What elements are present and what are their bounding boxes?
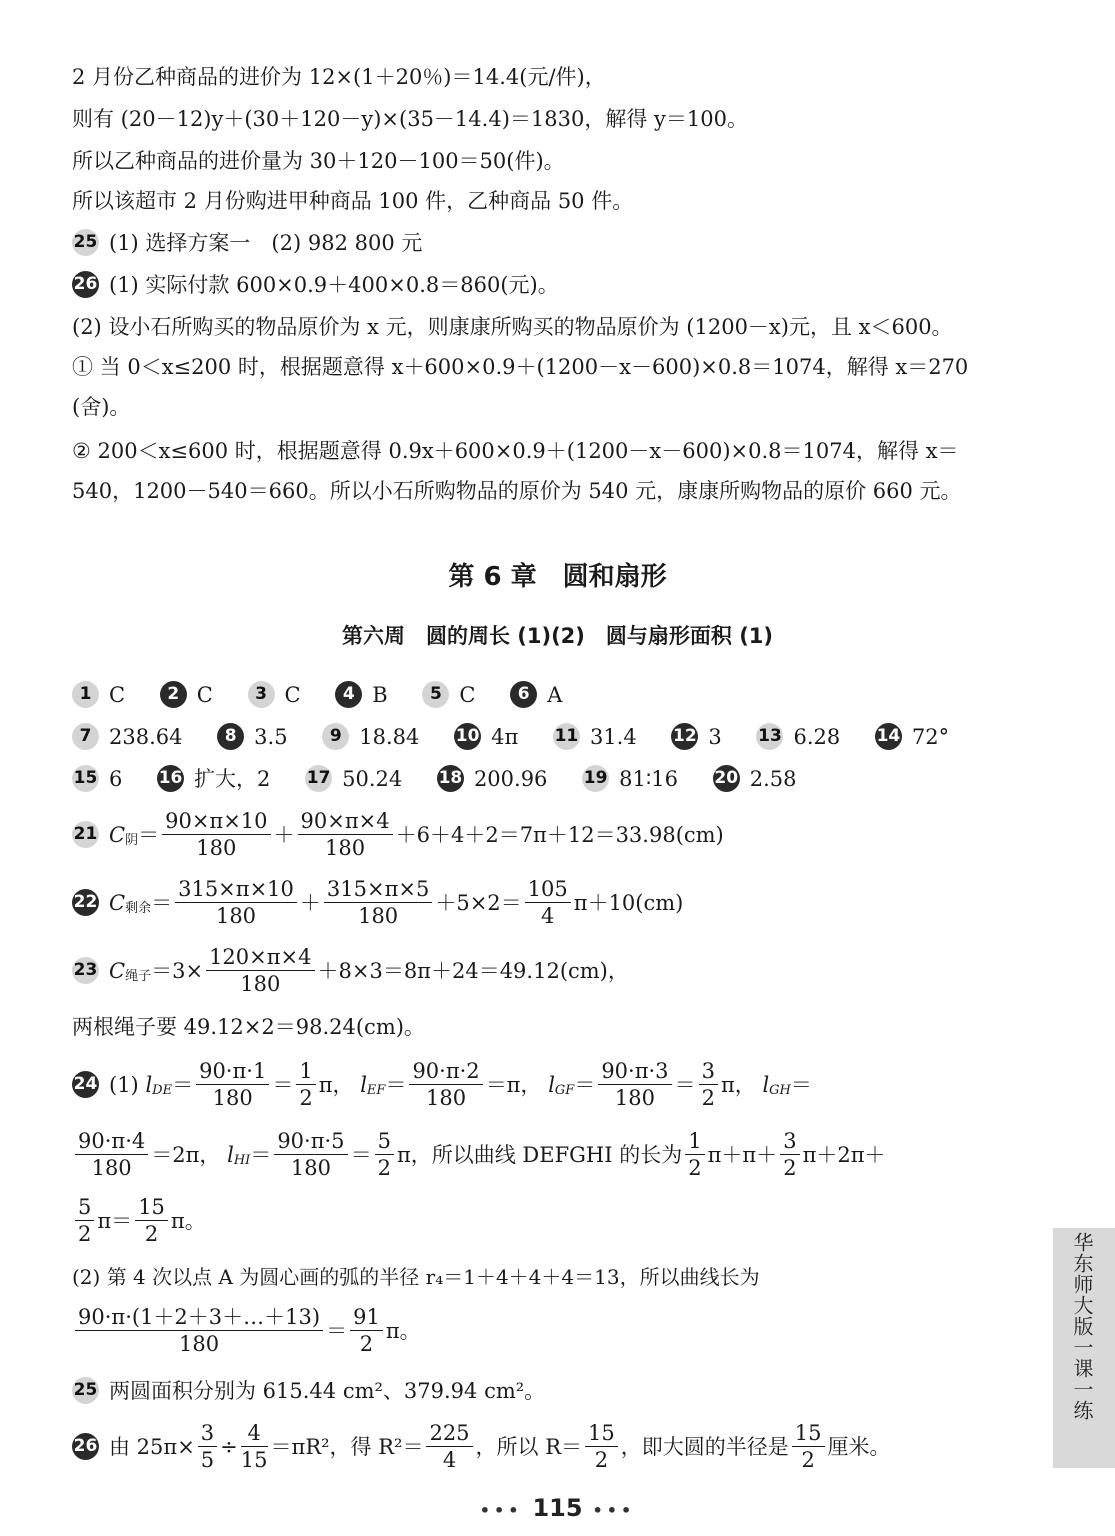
answer-value: 72°	[911, 724, 950, 749]
text-line: 则有 (20－12)y＋(30＋120－y)×(35－14.4)＝1830，解得 y＝100。	[72, 107, 748, 131]
denominator: 2	[594, 1448, 609, 1472]
numerator: 90·π·3	[598, 1058, 671, 1085]
arc-name: DE	[152, 1083, 173, 1098]
expression-tail: 厘米。	[827, 1434, 891, 1459]
question-number-badge: 3	[248, 681, 275, 708]
answer-item	[454, 723, 546, 747]
fraction	[274, 1128, 347, 1181]
answers-row-1	[72, 678, 590, 710]
fraction	[375, 1128, 394, 1181]
question-number-badge: 12	[671, 723, 698, 750]
numerator: 90·π·4	[75, 1128, 148, 1155]
arc-length-symbol: l	[227, 1142, 234, 1167]
numerator: 1	[296, 1058, 315, 1085]
fraction	[175, 876, 297, 929]
question-number-badge: 18	[437, 765, 464, 792]
numerator: 1	[685, 1128, 704, 1155]
denominator: 2	[688, 1156, 702, 1180]
fraction	[350, 1304, 383, 1357]
answer-value: 31.4	[589, 724, 637, 749]
expression-mid: π＝	[97, 1208, 133, 1233]
variable: C	[109, 958, 126, 983]
answer-item	[160, 681, 241, 705]
answer-item	[335, 681, 415, 705]
answer-value: 18.84	[359, 724, 420, 749]
fraction	[206, 944, 314, 997]
answer-item	[582, 765, 706, 789]
question-number-badge: 20	[713, 765, 740, 792]
question-number-badge: 25	[72, 229, 99, 256]
operator: ＋	[299, 890, 321, 915]
question-24-line-5	[72, 1304, 421, 1357]
question-number-badge: 16	[157, 765, 184, 792]
fraction	[525, 876, 571, 929]
decorative-dots: •••	[479, 1501, 523, 1520]
numerator: 5	[75, 1194, 94, 1221]
answers-row-2	[72, 720, 977, 752]
question-number-badge: 17	[305, 765, 332, 792]
answer-value: 81∶16	[619, 766, 679, 791]
answer-value: B	[372, 682, 388, 707]
answer-text: 两圆面积分别为 615.44 cm²、379.94 cm²。	[109, 1378, 546, 1403]
text-line: 2 月份乙种商品的进价为 12×(1＋20％)＝14.4(元/件)，	[72, 65, 606, 89]
text-line: ① 当 0＜x≤200 时，根据题意得 x＋600×0.9＋(1200－x－600)×0.8＝1074，解得 x＝270	[72, 355, 969, 379]
denominator: 2	[299, 1086, 313, 1110]
denominator: 180	[614, 1086, 655, 1110]
subscript: 阴	[125, 833, 139, 848]
numerator: 4	[241, 1420, 268, 1447]
answer-text: (1) 选择方案一 (2) 982 800 元	[109, 230, 423, 255]
answer-value: C	[109, 682, 126, 707]
subscript: 绳子	[125, 969, 152, 984]
page-footer	[0, 1494, 1115, 1522]
variable: C	[109, 822, 126, 847]
expression-tail: ＋6＋4＋2＝7π＋12＝33.98(cm)	[395, 822, 724, 847]
question-25b-line	[72, 1374, 545, 1406]
answer-item	[72, 681, 153, 705]
question-number-badge: 1	[72, 681, 99, 708]
answer-item	[713, 765, 825, 789]
expression-tail: π＋10(cm)	[573, 890, 684, 915]
text-line: 所以乙种商品的进价量为 30＋120－100＝50(件)。	[72, 149, 565, 173]
denominator: 2	[377, 1156, 391, 1180]
fraction	[196, 1058, 269, 1111]
subscript: 剩余	[125, 901, 152, 916]
question-number-badge: 11	[553, 723, 580, 750]
question-25-line	[72, 226, 422, 258]
expression-mid: ＝πR²，得 R²＝	[270, 1434, 424, 1459]
page-number: 115	[532, 1494, 583, 1522]
arc-name: GH	[769, 1083, 791, 1098]
question-number-badge: 13	[756, 723, 783, 750]
denominator: 2	[144, 1222, 159, 1246]
answer-item	[72, 723, 210, 747]
question-number-badge: 26	[72, 271, 99, 298]
numerator: 15	[135, 1194, 168, 1221]
equals: ＝	[172, 1072, 194, 1097]
question-number-badge: 25	[72, 1377, 99, 1404]
question-number-badge: 22	[72, 889, 99, 916]
expression-mid: π＋π＋	[707, 1142, 778, 1167]
answer-item	[422, 681, 503, 705]
answer-value: C	[459, 682, 476, 707]
denominator: 180	[212, 1086, 253, 1110]
question-number-badge: 5	[422, 681, 449, 708]
question-number-badge: 10	[454, 723, 481, 750]
numerator: 90×π×10	[162, 808, 270, 835]
answer-item	[437, 765, 575, 789]
question-number-badge: 9	[322, 723, 349, 750]
arc-name: HI	[233, 1153, 251, 1168]
numerator: 90·π·1	[196, 1058, 269, 1085]
answer-item	[217, 723, 315, 747]
text-line: 所以该超市 2 月份购进甲种商品 100 件，乙种商品 50 件。	[72, 189, 634, 213]
numerator: 90×π×4	[298, 808, 393, 835]
pi-symbol: π，	[318, 1072, 354, 1097]
question-26b-line	[72, 1420, 891, 1473]
denominator: 180	[91, 1156, 132, 1180]
question-24-line-1	[72, 1058, 812, 1111]
variable: C	[109, 890, 126, 915]
week-title: 第六周 圆的周长 (1)(2) 圆与扇形面积 (1)	[341, 624, 774, 648]
denominator: 2	[783, 1156, 797, 1180]
numerator: 15	[792, 1420, 825, 1447]
fraction	[135, 1194, 168, 1247]
pi-symbol: π，	[720, 1072, 756, 1097]
fraction	[409, 1058, 482, 1111]
denominator: 5	[200, 1448, 215, 1472]
result: ＝π，	[485, 1072, 542, 1097]
denominator: 180	[196, 836, 237, 860]
fraction	[699, 1058, 718, 1111]
question-24-line-2	[72, 1128, 886, 1181]
denominator: 2	[801, 1448, 815, 1472]
arc-name: EF	[366, 1083, 386, 1098]
answer-item	[322, 723, 447, 747]
numerator: 3	[780, 1128, 799, 1155]
denominator: 180	[358, 904, 399, 928]
expression-mid: ，所以 R＝	[475, 1434, 583, 1459]
fraction	[685, 1128, 704, 1181]
arc-length-symbol: l	[360, 1072, 367, 1097]
denominator: 180	[325, 836, 366, 860]
equals: ＝	[385, 1072, 407, 1097]
arc-length-symbol: l	[548, 1072, 555, 1097]
question-number-badge: 23	[72, 957, 99, 984]
fraction	[296, 1058, 315, 1111]
expression-mid: ＋5×2＝	[435, 890, 522, 915]
numerator: 90·π·(1＋2＋3＋…＋13)	[75, 1304, 323, 1331]
denominator: 2	[701, 1086, 715, 1110]
question-26-line	[72, 268, 559, 300]
denominator: 180	[215, 904, 257, 928]
question-number-badge: 24	[72, 1071, 99, 1098]
question-number-badge: 14	[875, 723, 902, 750]
answer-item	[157, 765, 298, 789]
operator: ÷	[220, 1434, 238, 1459]
chapter-title: 第 6 章 圆和扇形	[448, 562, 667, 592]
fraction	[598, 1058, 671, 1111]
answer-value: 扩大，2	[194, 766, 271, 791]
question-number-badge: 8	[217, 723, 244, 750]
question-number-badge: 26	[72, 1433, 99, 1460]
answer-value: A	[547, 682, 563, 707]
answer-value: C	[284, 682, 301, 707]
answer-value: 2.58	[749, 766, 797, 791]
equals: ＝	[138, 822, 160, 847]
answer-item	[510, 681, 590, 705]
denominator: 180	[290, 1156, 331, 1180]
answer-item	[553, 723, 665, 747]
denominator: 4	[541, 904, 555, 928]
answer-value: 3.5	[254, 724, 288, 749]
numerator: 3	[198, 1420, 217, 1447]
equals: ＝	[350, 1142, 372, 1167]
answer-item	[305, 765, 430, 789]
denominator: 2	[78, 1222, 92, 1246]
fraction	[162, 808, 270, 861]
answer-value: C	[196, 682, 213, 707]
answer-value: 50.24	[342, 766, 403, 791]
numerator: 90·π·2	[409, 1058, 482, 1085]
question-23-line	[72, 944, 629, 997]
arc-length-symbol: l	[145, 1072, 153, 1097]
question-number-badge: 2	[160, 681, 187, 708]
expression-pre: ＝3×	[151, 958, 204, 983]
answer-value: 6	[109, 766, 123, 791]
fraction	[585, 1420, 618, 1473]
question-24-part-2: (2) 第 4 次以点 A 为圆心画的弧的半径 r₄＝1＋4＋4＋4＝13，所以曲线长为	[72, 1265, 760, 1289]
answer-item	[756, 723, 868, 747]
answer-item	[671, 723, 749, 747]
denominator: 15	[240, 1448, 268, 1472]
arc-length-symbol: l	[762, 1072, 770, 1097]
numerator: 225	[426, 1420, 472, 1447]
decorative-dots: •••	[592, 1501, 636, 1520]
answer-item	[875, 723, 977, 747]
expression-mid: ，即大圆的半径是	[620, 1434, 789, 1459]
answer-item	[248, 681, 329, 705]
equals: ＝	[151, 890, 173, 915]
result: ＝2π，	[151, 1142, 221, 1167]
numerator: 90·π·5	[274, 1128, 347, 1155]
fraction	[75, 1304, 323, 1357]
answer-value: 238.64	[109, 724, 183, 749]
text-line: (2) 设小石所购买的物品原价为 x 元，则康康所购买的物品原价为 (1200－x)元，且 x＜600。	[72, 315, 953, 339]
arc-name: GF	[554, 1083, 575, 1098]
equals: ＝	[272, 1072, 294, 1097]
numerator: 15	[585, 1420, 618, 1447]
answer-value: 4π	[491, 724, 519, 749]
fraction	[75, 1128, 148, 1181]
part-label: (1)	[109, 1072, 139, 1097]
equals: ＝	[574, 1072, 596, 1097]
answer-item	[72, 765, 150, 789]
numerator: 91	[350, 1304, 383, 1331]
operator: ＋	[273, 822, 295, 847]
numerator: 315×π×10	[175, 876, 297, 903]
question-24-line-3	[72, 1194, 206, 1247]
expression-tail: π。	[385, 1318, 421, 1343]
denominator: 4	[442, 1448, 457, 1472]
fraction	[198, 1420, 217, 1473]
equals: ＝	[674, 1072, 696, 1097]
question-21-line	[72, 808, 724, 861]
fraction	[780, 1128, 799, 1181]
question-number-badge: 4	[335, 681, 362, 708]
fraction	[324, 876, 432, 929]
question-number-badge: 19	[582, 765, 609, 792]
question-22-line	[72, 876, 683, 929]
fraction	[298, 808, 393, 861]
numerator: 120×π×4	[206, 944, 314, 971]
fraction	[792, 1420, 825, 1473]
denominator: 2	[359, 1332, 374, 1356]
fraction	[241, 1420, 268, 1473]
expression-pre: 由 25π×	[109, 1434, 195, 1459]
numerator: 105	[525, 876, 571, 903]
equals: ＝	[790, 1072, 812, 1097]
text: π，所以曲线 DEFGHI 的长为	[396, 1142, 683, 1167]
denominator: 180	[178, 1332, 220, 1356]
question-number-badge: 15	[72, 765, 99, 792]
question-number-badge: 6	[510, 681, 537, 708]
text-line: (舍)。	[72, 395, 131, 419]
equals: ＝	[326, 1318, 348, 1343]
question-number-badge: 21	[72, 821, 99, 848]
denominator: 180	[426, 1086, 467, 1110]
expression-tail: ＋8×3＝8π＋24＝49.12(cm)，	[317, 958, 629, 983]
answer-value: 200.96	[473, 766, 548, 791]
fraction	[75, 1194, 94, 1247]
numerator: 315×π×5	[324, 876, 432, 903]
text-line: ② 200＜x≤600 时，根据题意得 0.9x＋600×0.9＋(1200－x－600)×0.8＝1074，解得 x＝	[72, 439, 959, 463]
answer-text: (1) 实际付款 600×0.9＋400×0.8＝860(元)。	[109, 272, 559, 297]
fraction	[426, 1420, 472, 1473]
equals: ＝	[250, 1142, 272, 1167]
expression-tail: π。	[170, 1208, 206, 1233]
numerator: 3	[699, 1058, 718, 1085]
numerator: 5	[375, 1128, 394, 1155]
question-number-badge: 7	[72, 723, 99, 750]
answers-row-3	[72, 762, 824, 794]
text-line: 两根绳子要 49.12×2＝98.24(cm)。	[72, 1015, 425, 1039]
expression-mid: π＋2π＋	[802, 1142, 886, 1167]
side-tab-label: 华东师大版一课一练	[1070, 1232, 1094, 1421]
denominator: 180	[240, 972, 281, 996]
answer-value: 3	[708, 724, 722, 749]
text-line: 540，1200－540＝660。所以小石所购物品的原价为 540 元，康康所购物品的原价 660 元。	[72, 479, 962, 503]
answer-value: 6.28	[793, 724, 841, 749]
